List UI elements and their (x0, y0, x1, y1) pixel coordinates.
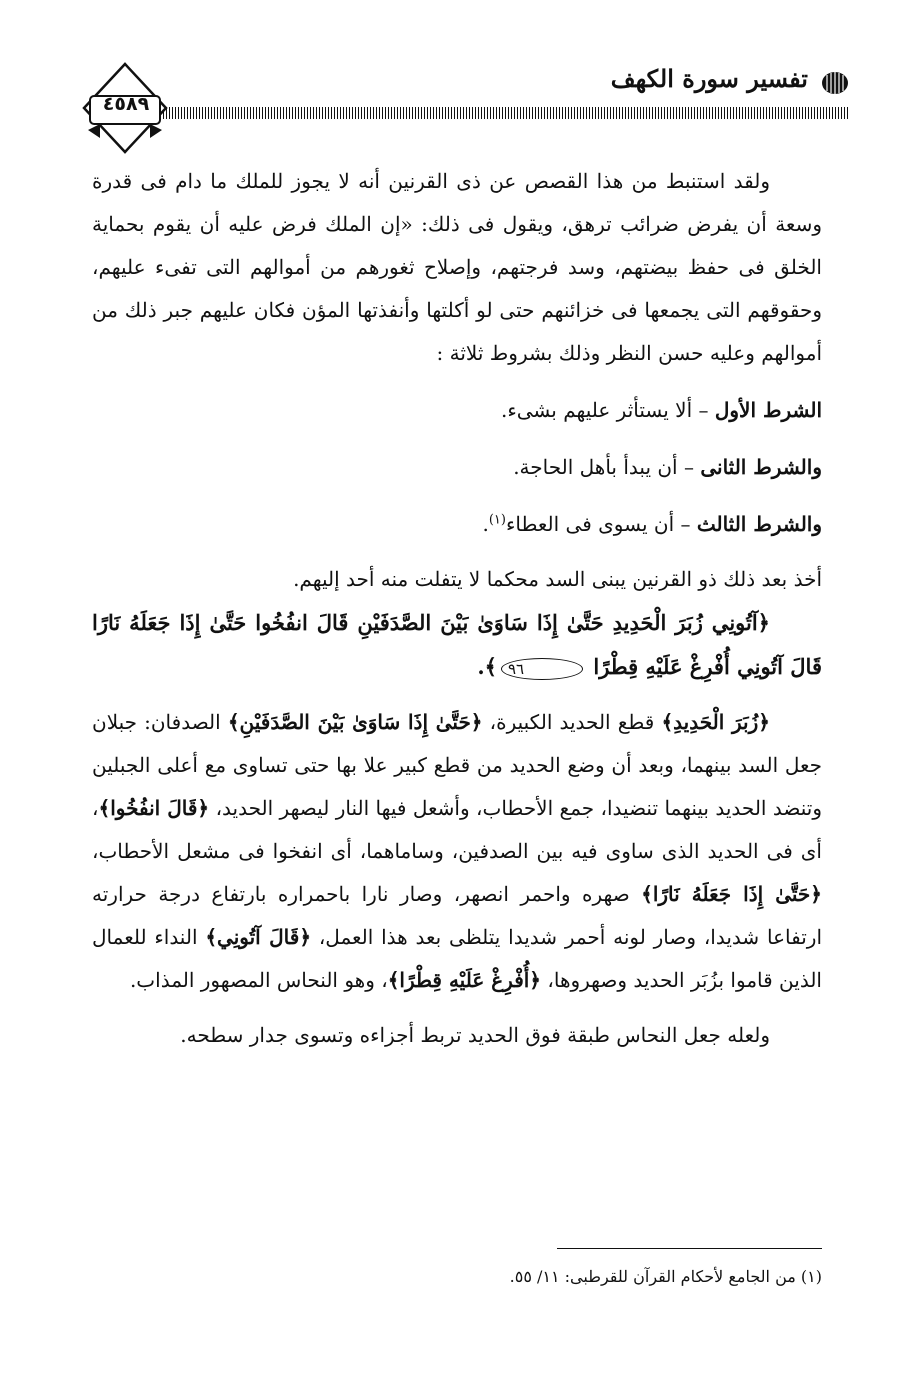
flower-ornament-icon (820, 70, 850, 96)
quote-3: ﴿قَالَ انفُخُوا﴾ (98, 796, 210, 820)
condition-label: والشرط الثانى (700, 455, 822, 479)
ayah-number: ٩٦ (501, 658, 583, 680)
running-title: تفسير سورة الكهف (610, 64, 808, 93)
condition-first (92, 389, 822, 432)
footnote-rule (557, 1248, 822, 1249)
verse-text: ﴿آتُونِي زُبَرَ الْحَدِيدِ حَتَّىٰ إِذَا سَاوَىٰ بَيْنَ الصَّدَفَيْنِ قَالَ انفُخُوا حَتَّىٰ إِذَا جَعَلَهُ نَارًا قَالَ آتُونِي أُفْرِغْ عَلَيْهِ قِطْرًا (92, 610, 822, 679)
footnote: (١) من الجامع لأحكام القرآن للقرطبى: ١١/ ٥٥. (509, 1267, 822, 1286)
quote-1: ﴿زُبَرَ الْحَدِيدِ﴾ (661, 710, 770, 734)
text-5: النداء للعمال الذين قاموا بزُبَر الحديد وصهروها، (92, 925, 822, 992)
quote-6: ﴿أُفْرِغْ عَلَيْهِ قِطْرًا﴾ (387, 968, 542, 992)
footnote-ref: (١) (488, 512, 506, 528)
condition-label: والشرط الثالث (696, 512, 822, 536)
quote-5: ﴿قَالَ آتُونِي﴾ (205, 925, 312, 949)
verse-close: ﴾. (477, 654, 497, 679)
paragraph-intro: ولقد استنبط من هذا القصص عن ذى القرنين أنه لا يجوز للملك ما دام فى قدرة وسعة أن يفرض ضرائب ترهق، ويقول فى ذلك: «إن الملك فرض عليه أن يقوم بحماية الخلق فى حفظ بيضتهم، وسد فرجتهم، وإصلاح ثغورهم من أموالهم التى تفىء عليهم، وحقوقهم التى يجمعها فى خزائنهم حتى لو أكلتها وأنفذتها المؤن فكان عليهم جبر ذلك من أموالهم وعليه حسن النظر وذلك بشروط ثلاثة : (92, 169, 822, 365)
text-2: الصدفان: جبلان جعل السد بينهما، وبعد أن وضع الحديد من قطع كبير علا بها حتى تساوى مع أعلى الجبلين وتنضد الحديد بينهما تنضيدا، جمع الأحطاب، وأشعل فيها النار ليصهر الحديد، (92, 710, 822, 820)
text-4: صهره واحمر انصهر، وصار نارا باحمراره بارتفاع درجة حرارته ارتفاعا شديدا، وصار لونه أحمر شديدا يتلظى بعد هذا العمل، (92, 882, 822, 949)
commentary-paragraph (92, 701, 822, 1002)
quote-4: ﴿حَتَّىٰ إِذَا جَعَلَهُ نَارًا﴾ (641, 882, 822, 906)
condition-tail: . (482, 512, 489, 536)
text-3: ، أى فى الحديد الذى ساوى فيه بين الصدفين، وساماهما، أى انفخوا فى مشعل الأحطاب، (92, 796, 822, 863)
condition-text: – أن يسوى فى العطاء (505, 512, 697, 536)
page-header (80, 50, 850, 160)
condition-label: الشرط الأول (714, 398, 822, 422)
condition-text: – ألا يستأثر عليهم بشىء. (501, 398, 715, 422)
condition-third (92, 503, 822, 546)
paragraph-dam: أخذ بعد ذلك ذو القرنين يبنى السد محكما لا يتفلت منه أحد إليهم. (293, 567, 822, 591)
quote-2: ﴿حَتَّىٰ إِذَا سَاوَىٰ بَيْنَ الصَّدَفَيْنِ﴾ (227, 710, 483, 734)
condition-text: – أن يبدأ بأهل الحاجة. (513, 455, 701, 479)
page-number: ٤٥٨٩ (102, 93, 150, 115)
text-6: ، وهو النحاس المصهور المذاب. (129, 968, 388, 992)
paragraph-copper: ولعله جعل النحاس طبقة فوق الحديد تربط أجزاءه وتسوى جدار سطحه. (180, 1023, 770, 1047)
text-1: قطع الحديد الكبيرة، (482, 710, 662, 734)
main-text (92, 160, 822, 1057)
condition-second (92, 446, 822, 489)
header-rule (160, 107, 850, 119)
quran-verse (92, 601, 822, 689)
